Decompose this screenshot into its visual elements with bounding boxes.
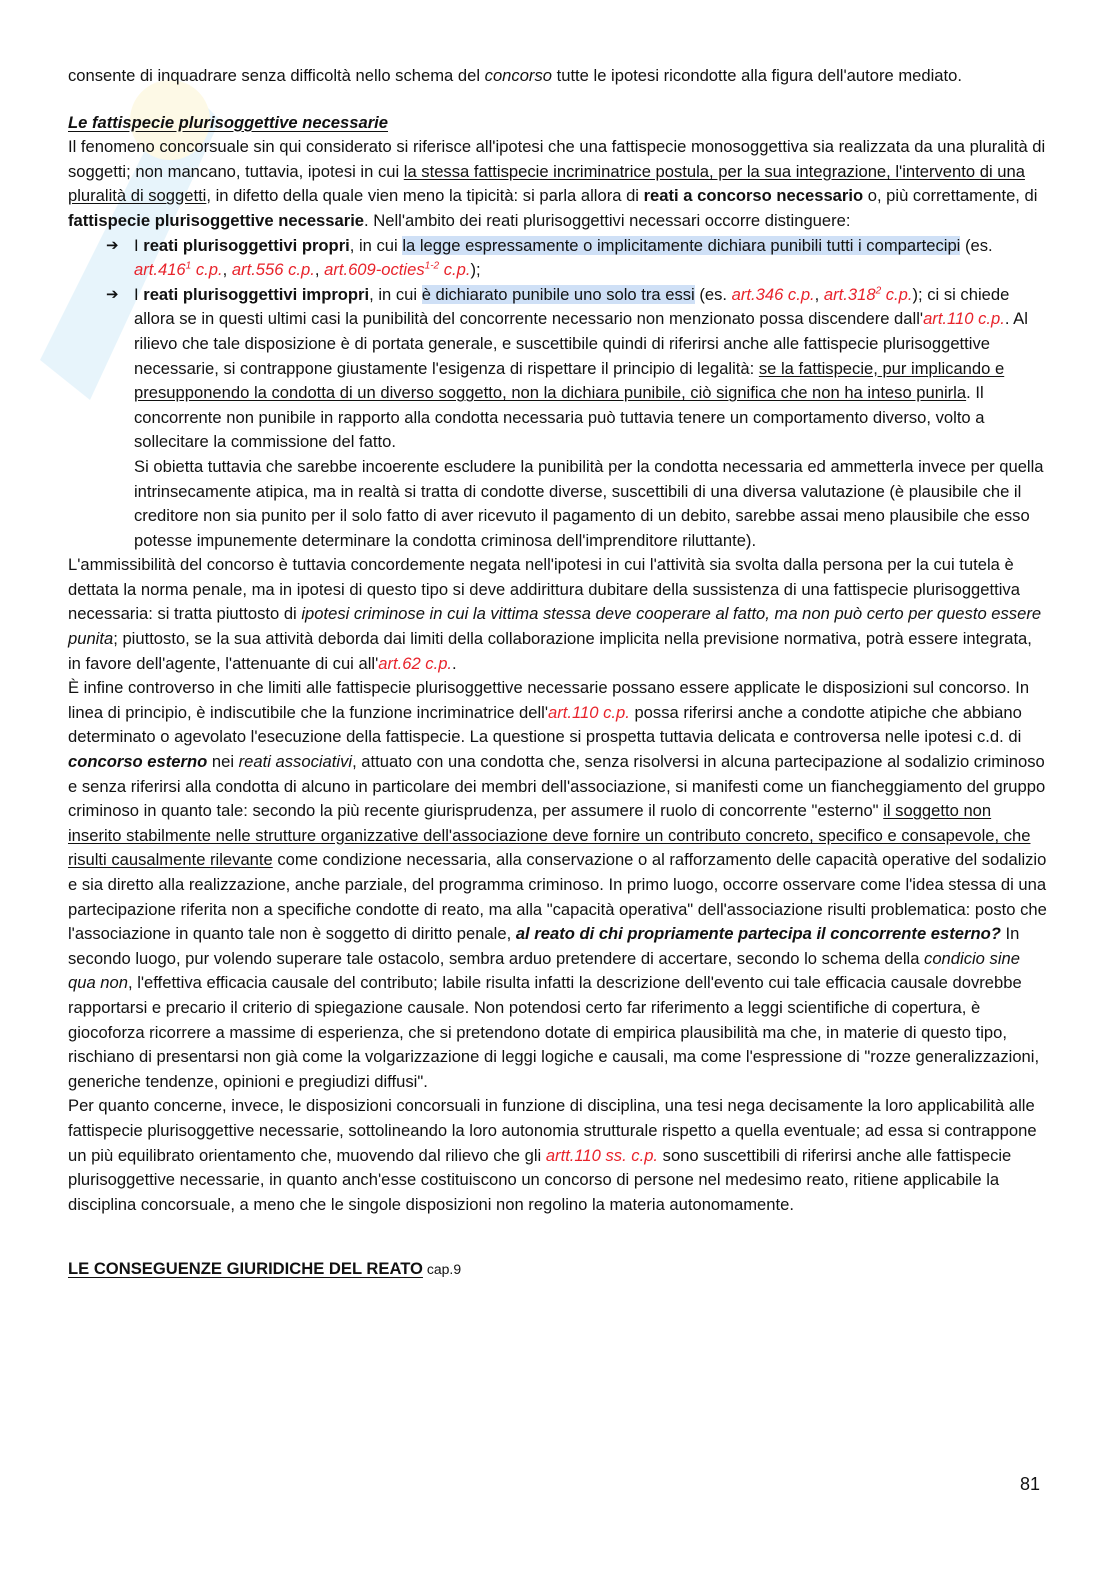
paragraph-disciplina: Per quanto concerne, invece, le disposizioni concorsuali in funzione di disciplina, una tesi nega decisamente la loro applicabilità alle fattispecie plurisoggettive necessarie, sottolineando la loro autonomia strutturale rispetto a quella eventuale; ad essa si contrappone un più equilibrato orientamento che, muovendo dal rilievo che gli artt.110 ss. c.p. sono suscettibili di riferirsi anche alle fattispecie plurisoggettive necessarie, in quanto anch'esse costituiscono un concorso di persone nel medesimo reato, ritiene applicabile la disciplina concorsuale, a meno che le singole disposizioni non regolino la materia autonomamente. (68, 1096, 1037, 1214)
paragraph-plurisoggettive: Il fenomeno concorsuale sin qui considerato si riferisce all'ipotesi che una fattispecie monosoggettiva sia realizzata da una pluralità di soggetti; non mancano, tuttavia, ipotesi in cui la stessa fattispecie incriminatrice postula, per la sua integrazione, l'intervento di una pluralità di soggetti, in difetto della quale vien meno la tipicità: si parla allora di reati a concorso necessario o, più correttamente, di fattispecie plurisoggettive necessarie. Nell'ambito dei reati plurisoggettivi necessari occorre distinguere: (68, 137, 1046, 230)
bullet-continuation: Si obietta tuttavia che sarebbe incoerente escludere la punibilità per la condotta necessaria ed ammetterla invece per quella intrinsecamente atipica, ma in realtà si tratta di condotte diverse, suscettibili di una diversa valutazione (è plausibile che il creditore non sia punito per il solo fatto di aver ricevuto il pagamento di un debito, sarebbe assai meno plausibile che esso potesse impunemente determinare la condotta criminosa dell'imprenditore riluttante). (134, 456, 1044, 550)
section-heading: Le fattispecie plurisoggettive necessarie (68, 112, 389, 132)
list-item: ➔ I reati plurisoggettivi impropri, in cui è dichiarato punibile uno solo tra essi (es. art.346 c.p., art.318$^2$ c.p.); ci si chiede allora se in questi ultimi casi la punibilità del concorrente necessario non menzionato possa discendere dall'art.110 c.p.. Al rilievo che tale disposizione è di portata generale, e suscettibile quindi di riferirsi anche alle fattispecie plurisoggettive necessarie, si contrappone giustamente l'esigenza di rispettare il principio di legalità: se la fattispecie, pur implicando e presupponendo la condotta di un diverso soggetto, non la dichiara punibile, ciò significa che non ha inteso punirla. Il concorrente non punibile in rapporto alla condotta necessaria può tuttavia tenere un comportamento diverso, volto a sollecitare la commissione del fatto. (106, 284, 1028, 452)
highlight: la legge espressamente o implicitamente dichiara punibili tutti i compartecipi (402, 235, 961, 255)
arrow-icon: ➔ (106, 285, 119, 303)
page-number: 81 (1019, 1474, 1040, 1494)
arrow-icon: ➔ (106, 236, 119, 254)
document-body (68, 64, 1048, 1282)
list-item: ➔ I reati plurisoggettivi propri, in cui la legge espressamente o implicitamente dichiara punibili tutti i compartecipi (es. art.416$^1$ c.p., art.556 c.p., art.609-octies$^{1-2}$ c.p.); (106, 235, 993, 280)
paragraph-ammissibilita: L'ammissibilità del concorso è tuttavia concordemente negata nell'ipotesi in cui l'attività sia svolta dalla persona per la cui tutela è dettata la norma penale, ma in ipotesi di questo tipo si deve addirittura dubitare della sussistenza di una fattispecie plurisoggettiva necessaria: si tratta piuttosto di ipotesi criminose in cui la vittima stessa deve cooperare al fatto, ma non può certo per questo essere punita; piuttosto, se la sua attività deborda dai limiti della collaborazione implicita nella previsione normativa, potrà essere integrata, in favore dell'agente, l'attenuante di cui all'art.62 c.p.. (68, 555, 1042, 673)
bullet-list (68, 234, 1048, 455)
highlight: è dichiarato punibile uno solo tra essi (421, 284, 695, 304)
paragraph-concorso-esterno: È infine controverso in che limiti alle fattispecie plurisoggettive necessarie possano essere applicate le disposizioni sul concorso. In linea di principio, è indiscutibile che la funzione incriminatrice dell'art.110 c.p. possa riferirsi anche a condotte atipiche che abbiano determinato o agevolato l'esecuzione della fattispecie. La questione si prospetta tuttavia delicata e controversa nelle ipotesi c.d. di concorso esterno nei reati associativi, attuato con una condotta che, senza risolversi in alcuna partecipazione al sodalizio criminoso e senza riferirsi alla condotta di alcuno in particolare dei membri dell'associazione, si manifesti come un fiancheggiamento del gruppo criminoso in quanto tale: secondo la più recente giurisprudenza, per assumere il ruolo di concorrente "esterno" il soggetto non inserito stabilmente nelle strutture organizzative dell'associazione deve fornire un contributo concreto, specifico e consapevole, che risulti causalmente rilevante come condizione necessaria, alla conservazione o al rafforzamento delle capacità operative del sodalizio e sia diretto alla realizzazione, anche parziale, del programma criminoso. In primo luogo, occorre osservare come l'idea stessa di una partecipazione riferita non a specifiche condotte di reato, ma alla "capacità operativa" dell'associazione risulti problematica: posto che l'associazione in quanto tale non è soggetto di diritto penale, al reato di chi propriamente partecipa il concorrente esterno? In secondo luogo, pur volendo superare tale ostacolo, sembra arduo pretendere di accertare, secondo lo schema della condicio sine qua non, l'effettiva efficacia causale del contributo; labile risulta infatti la descrizione dell'evento cui tale efficacia causale dovrebbe rapportarsi e precario il criterio di spiegazione causale. Non potendosi certo far riferimento a leggi scientifiche di copertura, è giocoforza ricorrere a massime di esperienza, che si pretendono dotate di empirica plausibilità ma che, in materie di questo tipo, rischiano di presentarsi non già come la volgarizzazione di leggi logiche e causali, ma come l'espressione di "rozze generalizzazioni, generiche tendenze, opinioni e pregiudizi diffusi". (68, 678, 1047, 1091)
chapter-heading: LE CONSEGUENZE GIURIDICHE DEL REATO cap.9 (68, 1259, 462, 1279)
intro-paragraph: consente di inquadrare senza difficoltà nello schema del concorso tutte le ipotesi ricondotte alla figura dell'autore mediato. (68, 66, 962, 85)
